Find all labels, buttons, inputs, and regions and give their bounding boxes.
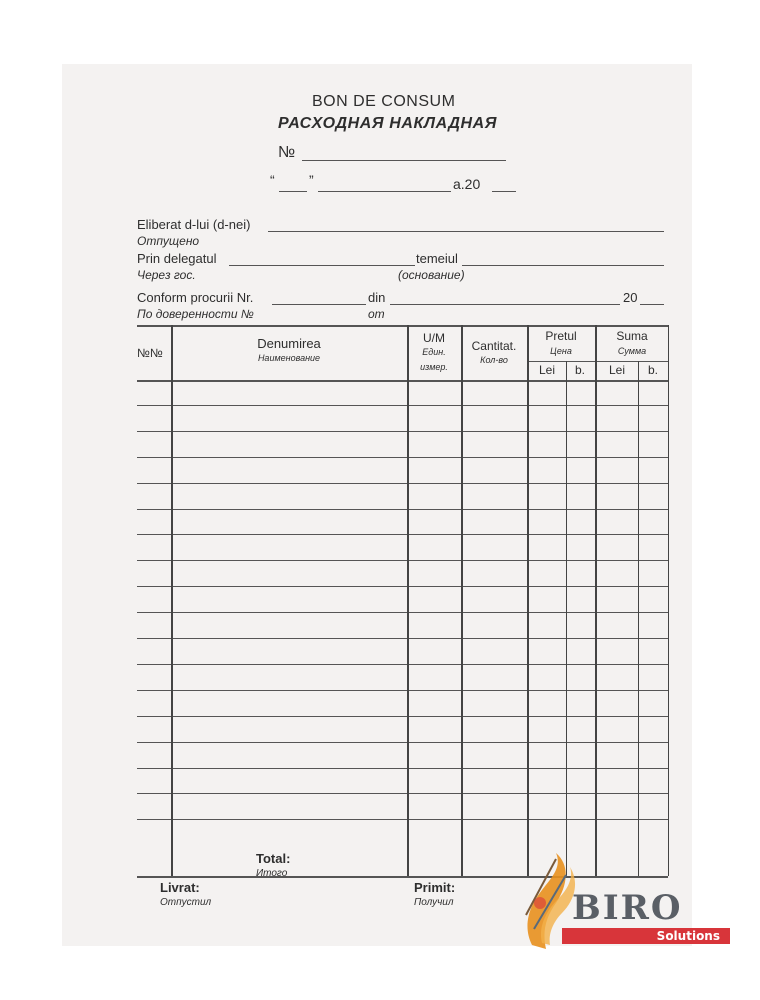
col-divider-unit [461,325,463,876]
price-lei-header: Lei [538,363,555,377]
table-row-line [137,534,668,535]
table-row-line [137,664,668,665]
table-subheader-line [528,361,668,362]
table-row-line [137,431,668,432]
table-row-line [137,483,668,484]
proxy-year-label: 20 [623,290,638,305]
table-bottom-border [137,876,668,878]
proxy-year-line [640,304,664,305]
table-row-line [137,793,668,794]
table-row-line [137,586,668,587]
number-label: № [278,144,296,161]
table-row-line [137,405,668,406]
total-label-ru: Итого [256,868,288,879]
col-price-header: Pretul [545,329,577,343]
date-day-line [279,191,307,192]
basis-line [462,265,664,266]
proxy-label-ru: По доверенности № [137,307,254,321]
delegate-label-ru: Через гос. [137,268,196,282]
received-by-label-ru: Получил [414,897,454,908]
col-name-header-ru: Наименование [257,353,321,363]
col-divider-sum-bani [638,361,639,876]
col-quantity-header: Cantitat. [471,339,517,353]
received-by-label: Primit: [414,880,456,895]
table-header-bottom [137,380,668,382]
col-name-header: Denumirea [257,336,321,351]
proxy-label: Conform procurii Nr. [137,290,254,305]
price-bani-header: b. [574,363,585,377]
form-title-russian: РАСХОДНАЯ НАКЛАДНАЯ [278,115,498,132]
table-row-line [137,638,668,639]
table-row-line [137,612,668,613]
table-row-line [137,716,668,717]
basis-label: temeiul [416,251,458,266]
basis-label-ru: (основание) [398,268,465,282]
form-title: BON DE CONSUM [312,93,456,110]
delivered-by-label: Livrat: [160,880,200,895]
number-line [302,160,506,161]
col-sum-header-ru: Сумма [617,346,647,356]
delegate-line [229,265,415,266]
proxy-date-line [390,304,620,305]
issued-to-label-ru: Отпущено [137,234,200,248]
col-divider-name [407,325,409,876]
logo-brand: BIRO [572,888,683,928]
col-divider-quantity [527,325,529,876]
col-unit-header: U/M [423,331,445,345]
delivered-by-label-ru: Отпустил [160,897,212,908]
date-year-label: a.20 [453,176,481,192]
col-divider-price [595,325,597,876]
col-number-header: №№ [137,346,163,360]
col-divider-right [668,325,669,876]
issued-to-line [268,231,664,232]
date-close-quote: ” [309,172,314,188]
proxy-from-label: din [368,290,386,305]
col-divider-number [171,325,173,876]
col-quantity-header-ru: Кол-во [480,355,508,365]
col-price-header-ru: Цена [550,346,572,356]
table-row-line [137,509,668,510]
consumption-voucher-form [62,64,692,946]
total-label: Total: [256,851,291,866]
table-top-border [137,325,668,327]
date-year-line [492,191,516,192]
col-sum-header: Suma [616,329,648,343]
col-divider-price-bani [566,361,567,876]
col-unit-header-ru-1: Един. [422,347,446,357]
proxy-from-label-ru: от [368,307,385,321]
sum-bani-header: b. [647,363,658,377]
sum-lei-header: Lei [608,363,625,377]
table-row-line [137,690,668,691]
proxy-number-line [272,304,366,305]
table-row-line [137,457,668,458]
logo-tagline: Solutions [562,928,730,944]
table-row-line [137,742,668,743]
table-row-line [137,560,668,561]
table-row-line [137,768,668,769]
col-unit-header-ru-2: измер. [420,362,448,372]
date-month-line [318,191,451,192]
issued-to-label: Eliberat d-lui (d-nei) [137,217,251,232]
date-open-quote: “ [270,172,275,188]
delegate-label: Prin delegatul [137,251,217,266]
table-row-line [137,819,668,820]
